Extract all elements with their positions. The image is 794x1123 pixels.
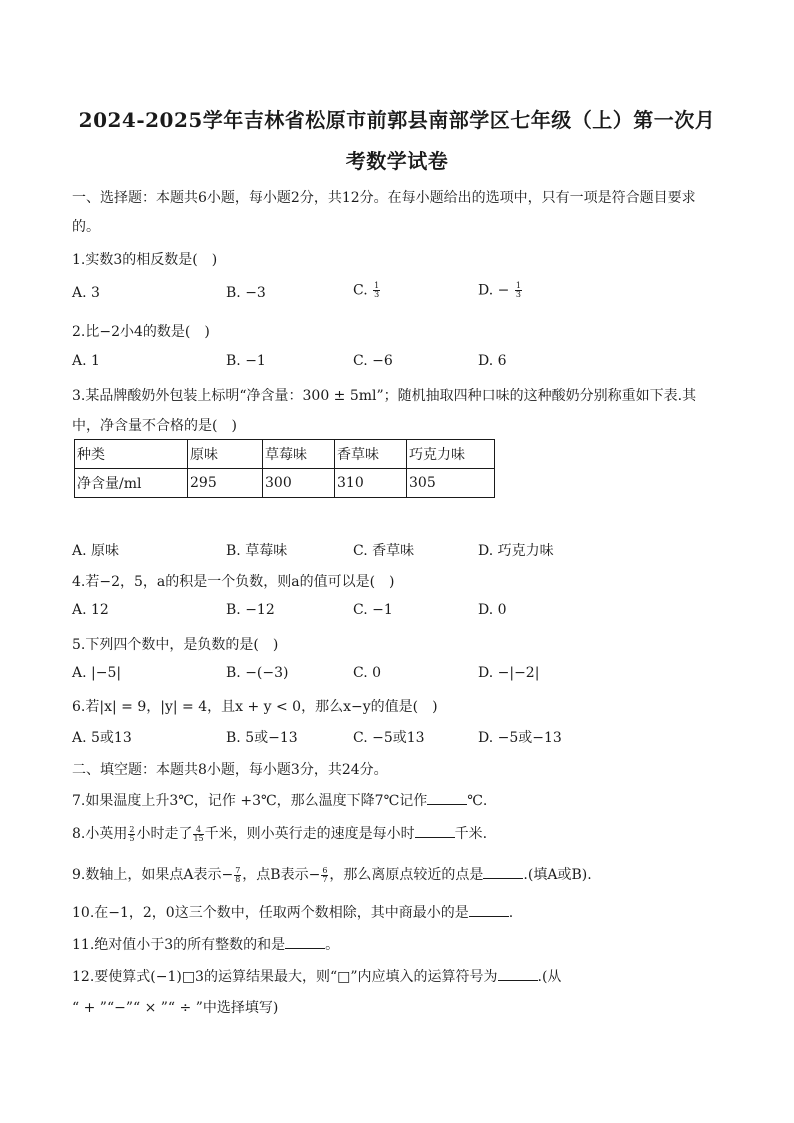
q6-option-b: B. 5或−13 (226, 730, 298, 746)
q2-stem: 2.比−2小4的数是( ) (72, 324, 210, 340)
q8-text-2: 小时走了 (136, 826, 193, 842)
q5-option-d: D. −|−2| (478, 665, 540, 681)
q12-line1 (72, 966, 561, 986)
exam-title-line1: 2024-2025学年吉林省松原市前郭县南部学区七年级（上）第一次月 (78, 108, 716, 132)
q1-option-d-denominator: 3 (515, 290, 521, 299)
q8-fraction-2-numerator: 4 (193, 826, 203, 835)
q3-table-data-row (75, 469, 495, 498)
q8-fraction-1 (128, 826, 135, 843)
q5-option-c: C. 0 (353, 665, 382, 681)
q1-option-c-label: C. (353, 282, 368, 299)
q11-text: 11.绝对值小于3的所有整数的和是 (72, 937, 286, 953)
q1-option-c-denominator: 3 (374, 290, 380, 299)
q11-text-end: 。 (325, 937, 340, 953)
section1-heading-line1: 一、选择题：本题共6小题，每小题2分，共12分。在每小题给出的选项中，只有一项是符合题目要求 (72, 190, 696, 206)
q9-fraction-2 (321, 867, 328, 884)
q8-fraction-2 (193, 826, 203, 843)
q3-table-cell: 种类 (75, 440, 188, 469)
q3-table-cell: 草莓味 (263, 440, 335, 469)
q9-text-1: 9.数轴上，如果点A表示− (72, 867, 234, 883)
q12-line2: “ + ”“−”“ × ”“ ÷ ”中选择填写) (72, 1000, 279, 1016)
q3-table-cell: 香草味 (335, 440, 407, 469)
q1-option-d-label: D. − (478, 282, 510, 299)
q4-option-b: B. −12 (226, 602, 275, 618)
q12-text-end: .(从 (537, 969, 562, 985)
q4-option-d: D. 0 (478, 602, 507, 618)
q9-fraction-2-denominator: 7 (322, 874, 328, 884)
q1-option-a: A. 3 (72, 285, 100, 301)
q5-option-b: B. −(−3) (226, 665, 289, 681)
q4-option-a: A. 12 (72, 602, 109, 618)
q2-option-b: B. −1 (226, 353, 266, 369)
q10-answer-blank[interactable] (469, 904, 509, 917)
q1-option-d-numerator: 1 (515, 281, 521, 290)
q3-option-a: A. 原味 (72, 543, 120, 559)
q9 (72, 864, 592, 884)
q8-fraction-2-denominator: 15 (193, 833, 204, 843)
q5-option-a: A. |−5| (72, 665, 122, 681)
q1-option-c-numerator: 1 (374, 281, 380, 290)
q1-option-c-fraction (373, 282, 380, 299)
q1-option-d-fraction (515, 282, 522, 299)
q3-table (74, 439, 495, 498)
q6-option-d: D. −5或−13 (478, 730, 562, 746)
q3-table-cell: 300 (263, 469, 335, 498)
q9-fraction-1-numerator: 7 (235, 865, 241, 875)
q8-fraction-1-denominator: 5 (129, 833, 135, 843)
q3-table-cell: 净含量/ml (75, 469, 188, 498)
q1-stem: 1.实数3的相反数是( ) (72, 252, 218, 268)
q12-answer-blank[interactable] (498, 968, 538, 981)
q3-option-b: B. 草莓味 (226, 543, 288, 559)
q8-text-4: 千米. (454, 826, 488, 842)
q3-table-cell: 原味 (188, 440, 263, 469)
q3-table-cell: 巧克力味 (407, 440, 495, 469)
q8-text-1: 8.小英用 (72, 826, 128, 842)
q9-text-2: ，点B表示− (242, 867, 321, 883)
q11-answer-blank[interactable] (285, 936, 325, 949)
q3-table-cell: 295 (188, 469, 263, 498)
q4-option-c: C. −1 (353, 602, 393, 618)
q9-fraction-2-numerator: 6 (322, 865, 328, 875)
q2-option-c: C. −6 (353, 353, 393, 369)
q3-table-cell: 305 (407, 469, 495, 498)
q8-text-3: 千米，则小英行走的速度是每小时 (204, 826, 415, 842)
q7-text-end: ℃. (467, 793, 488, 809)
q8-answer-blank[interactable] (415, 825, 455, 838)
q8-fraction-1-numerator: 2 (129, 824, 135, 834)
q1-option-d (478, 282, 523, 299)
q10-text: 10.在−1，2，0这三个数中，任取两个数相除，其中商最小的是 (72, 905, 469, 921)
q1-option-c (353, 282, 381, 299)
q10-text-end: . (508, 905, 514, 921)
q11 (72, 934, 339, 954)
q9-fraction-1 (234, 867, 241, 884)
q3-option-d: D. 巧克力味 (478, 543, 554, 559)
q10 (72, 902, 513, 922)
q3-stem-line2: 中，净含量不合格的是( ) (72, 418, 237, 434)
q8 (72, 823, 487, 843)
exam-title-line2: 考数学试卷 (345, 149, 449, 173)
q2-option-a: A. 1 (72, 353, 100, 369)
q5-stem: 5.下列四个数中，是负数的是( ) (72, 637, 279, 653)
q6-stem: 6.若|x| = 9，|y| = 4，且x + y < 0，那么x−y的值是( ) (72, 699, 438, 715)
q3-table-cell: 310 (335, 469, 407, 498)
q4-stem: 4.若−2，5，a的积是一个负数，则a的值可以是( ) (72, 574, 395, 590)
q12-text: 12.要使算式(−1)□3的运算结果最大，则“□”内应填入的运算符号为 (72, 969, 498, 985)
q3-table-header-row (75, 440, 495, 469)
q9-fraction-1-denominator: 8 (235, 874, 241, 884)
q7-answer-blank[interactable] (427, 792, 467, 805)
q3-stem-line1: 3.某品牌酸奶外包装上标明“净含量：300 ± 5ml”；随机抽取四种口味的这种酸奶分别称重如下表.其 (72, 388, 697, 404)
q2-option-d: D. 6 (478, 353, 507, 369)
q3-option-c: C. 香草味 (353, 543, 415, 559)
q7-text: 7.如果温度上升3℃，记作 +3℃，那么温度下降7℃记作 (72, 793, 428, 809)
q9-text-3: ，那么离原点较近的点是 (329, 867, 484, 883)
q9-answer-blank[interactable] (483, 866, 523, 879)
section1-heading-line2: 的。 (72, 219, 100, 235)
section2-heading: 二、填空题：本题共8小题，每小题3分，共24分。 (72, 762, 388, 778)
q6-option-a: A. 5或13 (72, 730, 132, 746)
q6-option-c: C. −5或13 (353, 730, 425, 746)
q1-option-b: B. −3 (226, 285, 266, 301)
q9-text-4: .(填A或B). (523, 867, 592, 883)
q7 (72, 790, 487, 810)
